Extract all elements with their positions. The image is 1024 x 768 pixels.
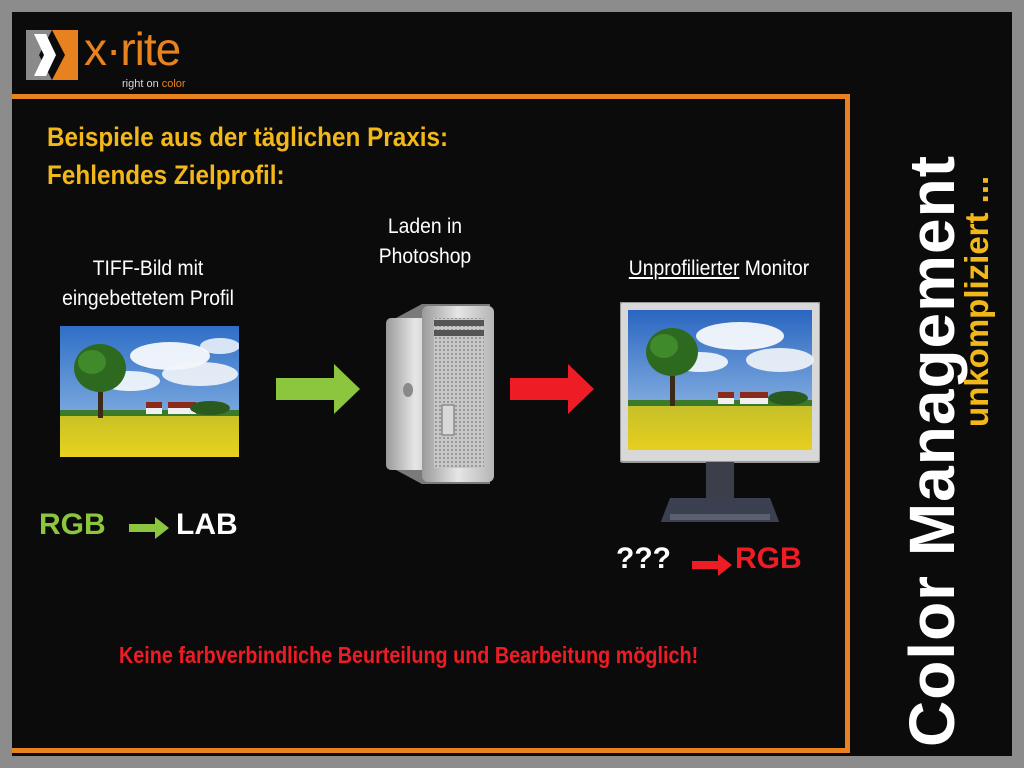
heading-line-2: Fehlendes Zielprofil: [47, 160, 285, 190]
frame-right-line [845, 94, 850, 753]
xrite-logo-icon [26, 30, 78, 80]
tagline-accent: color [161, 78, 186, 90]
source-color-space-to: LAB [176, 508, 238, 541]
source-color-space-from: RGB [39, 508, 106, 541]
frame-top-line [12, 94, 850, 99]
mac-pro-tower-icon [382, 300, 497, 488]
slide [12, 12, 1012, 756]
source-label-line-1: TIFF-Bild mit [92, 257, 204, 280]
side-title-sub: unkompliziert ... [958, 175, 995, 427]
green-small-arrow-icon [129, 517, 169, 539]
red-small-arrow-icon [692, 554, 732, 576]
target-color-space-to: RGB [735, 542, 802, 575]
logo-tagline [122, 78, 186, 90]
step-label-line-1: Laden in [387, 215, 463, 238]
target-label-underlined: Unprofilierter [628, 257, 740, 280]
side-title-main: Color Management [896, 154, 968, 747]
slide-heading [47, 118, 448, 194]
step-label-line-2: Photoshop [378, 245, 472, 268]
target-color-space-from: ??? [616, 542, 671, 575]
logo-wordmark: x·rite [84, 23, 181, 75]
lcd-monitor-icon [620, 302, 820, 522]
target-label-rest: Monitor [739, 257, 810, 280]
green-arrow-icon [276, 364, 360, 414]
frame-bottom-line [12, 748, 850, 753]
xrite-logo [26, 23, 226, 96]
tagline-prefix: right on [122, 78, 162, 90]
target-label [622, 254, 815, 284]
source-label [56, 254, 240, 314]
landscape-photo [60, 326, 239, 457]
heading-line-1: Beispiele aus der täglichen Praxis: [47, 122, 449, 152]
warning-statement: Keine farbverbindliche Beurteilung und Bearbeitung möglich! [119, 642, 699, 668]
red-arrow-icon [510, 364, 594, 414]
source-label-line-2: eingebettetem Profil [62, 287, 234, 310]
step-label [365, 212, 485, 272]
